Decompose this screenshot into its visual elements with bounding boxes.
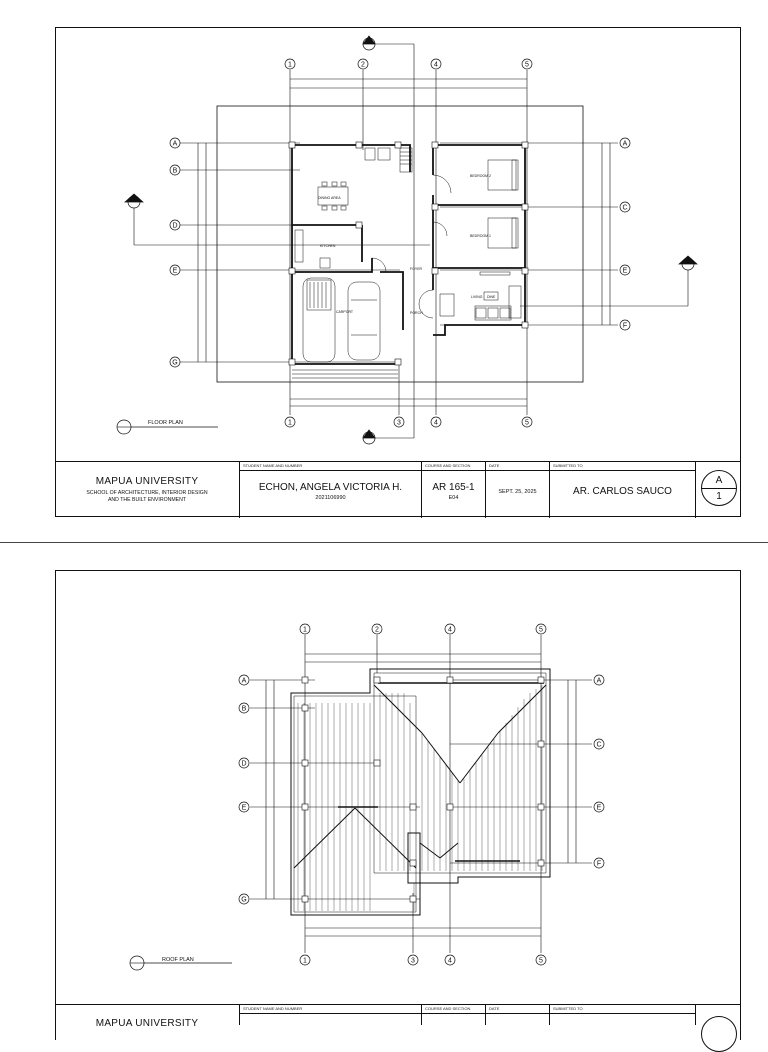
grid-bottom-4: 5 bbox=[525, 419, 529, 427]
roof-plan-title: ROOF PLAN bbox=[162, 957, 194, 963]
room-label-bedroom2: BEDROOM 2 bbox=[470, 174, 492, 178]
sheet-letter: A bbox=[715, 475, 723, 486]
roof-grid-top-1: 1 bbox=[303, 626, 307, 634]
roof-grid-right-3: E bbox=[596, 804, 602, 812]
roof-grid-bottom-3: 4 bbox=[448, 957, 452, 965]
roof-grid-right-4: F bbox=[596, 860, 602, 868]
sheet-roof-plan bbox=[0, 543, 768, 1029]
roof-plan-drawing bbox=[0, 543, 768, 1024]
room-label-kitchen: KITCHEN bbox=[320, 244, 336, 248]
grid-right-3: E bbox=[622, 267, 628, 275]
school-name-line1: SCHOOL OF ARCHITECTURE, INTERIOR DESIGN bbox=[86, 490, 208, 496]
room-label-bedroom1: BEDROOM 1 bbox=[470, 234, 492, 238]
title-block-2 bbox=[55, 1004, 741, 1029]
car-1 bbox=[303, 278, 335, 362]
roof-grid-left-5: G bbox=[241, 896, 247, 904]
course-code: AR 165-1 bbox=[432, 482, 475, 493]
roof-grid-top-3: 4 bbox=[448, 626, 452, 634]
grid-top-4: 5 bbox=[525, 61, 529, 69]
sheet-number-bubble bbox=[701, 1016, 737, 1052]
submitted-label: SUBMITTED TO bbox=[550, 462, 695, 471]
room-label-carport: CARPORT bbox=[336, 310, 354, 314]
roof-grid-left-3: D bbox=[241, 760, 247, 768]
sheet-number: 1 bbox=[716, 491, 722, 502]
section-marker-icon bbox=[125, 36, 697, 444]
roof-grid-right-1: A bbox=[596, 677, 602, 685]
roof-grid-bottom-1: 1 bbox=[303, 957, 307, 965]
roof-grid-left-4: E bbox=[241, 804, 247, 812]
grid-left-3: D bbox=[172, 222, 178, 230]
grid-left-2: B bbox=[172, 167, 178, 175]
roof-grid-left-1: A bbox=[241, 677, 247, 685]
date-label: DATE bbox=[486, 462, 549, 471]
grid-bottom-1: 1 bbox=[288, 419, 292, 427]
grid-left-1: A bbox=[172, 140, 178, 148]
date-value: SEPT. 25, 2025 bbox=[498, 489, 537, 495]
grid-left-5: G bbox=[172, 359, 178, 367]
room-label-dine: DINE bbox=[487, 295, 496, 299]
room-label-living: LIVING bbox=[471, 295, 483, 299]
room-label-foyer: FOYER bbox=[410, 267, 423, 271]
university-name: MAPUA UNIVERSITY bbox=[95, 1018, 199, 1029]
sheet-number-bubble bbox=[701, 470, 737, 506]
student-name: ECHON, ANGELA VICTORIA H. bbox=[258, 482, 403, 493]
grid-right-1: A bbox=[622, 140, 628, 148]
grid-right-4: F bbox=[622, 322, 628, 330]
roof-grid-bottom-4: 5 bbox=[539, 957, 543, 965]
roof-outline-main bbox=[291, 669, 550, 915]
plan-title: FLOOR PLAN bbox=[148, 420, 183, 426]
roof-grid-top-4: 5 bbox=[539, 626, 543, 634]
room-label-porch: PORCH bbox=[410, 311, 423, 315]
grid-right-2: C bbox=[622, 204, 628, 212]
submitted-label: SUBMITTED TO bbox=[550, 1005, 695, 1014]
school-name-line2: AND THE BUILT ENVIRONMENT bbox=[107, 497, 187, 503]
car-2 bbox=[348, 282, 380, 360]
student-label: STUDENT NAME AND NUMBER bbox=[240, 1005, 421, 1014]
university-name: MAPUA UNIVERSITY bbox=[95, 476, 199, 487]
exterior-wall-main bbox=[292, 145, 410, 172]
grid-bottom-3: 4 bbox=[434, 419, 438, 427]
course-section: E04 bbox=[448, 495, 459, 501]
course-label: COURSE AND SECTION bbox=[422, 1005, 485, 1014]
title-block bbox=[55, 461, 741, 518]
course-label: COURSE AND SECTION bbox=[422, 462, 485, 471]
roof-grid-right-2: C bbox=[596, 741, 602, 749]
grid-top-1: 1 bbox=[288, 61, 292, 69]
student-label: STUDENT NAME AND NUMBER bbox=[240, 462, 421, 471]
submitted-to: AR. CARLOS SAUCO bbox=[573, 486, 672, 497]
grid-left-4: E bbox=[172, 267, 178, 275]
room-label-dining: DINING AREA bbox=[318, 196, 341, 200]
grid-bottom-2: 3 bbox=[397, 419, 401, 427]
grid-top-3: 4 bbox=[434, 61, 438, 69]
date-label: DATE bbox=[486, 1005, 549, 1014]
grid-top-2: 2 bbox=[361, 61, 365, 69]
roof-grid-bottom-2: 3 bbox=[411, 957, 415, 965]
student-number: 2021106990 bbox=[315, 495, 346, 501]
roof-grid-left-2: B bbox=[241, 705, 247, 713]
roof-grid-top-2: 2 bbox=[375, 626, 379, 634]
